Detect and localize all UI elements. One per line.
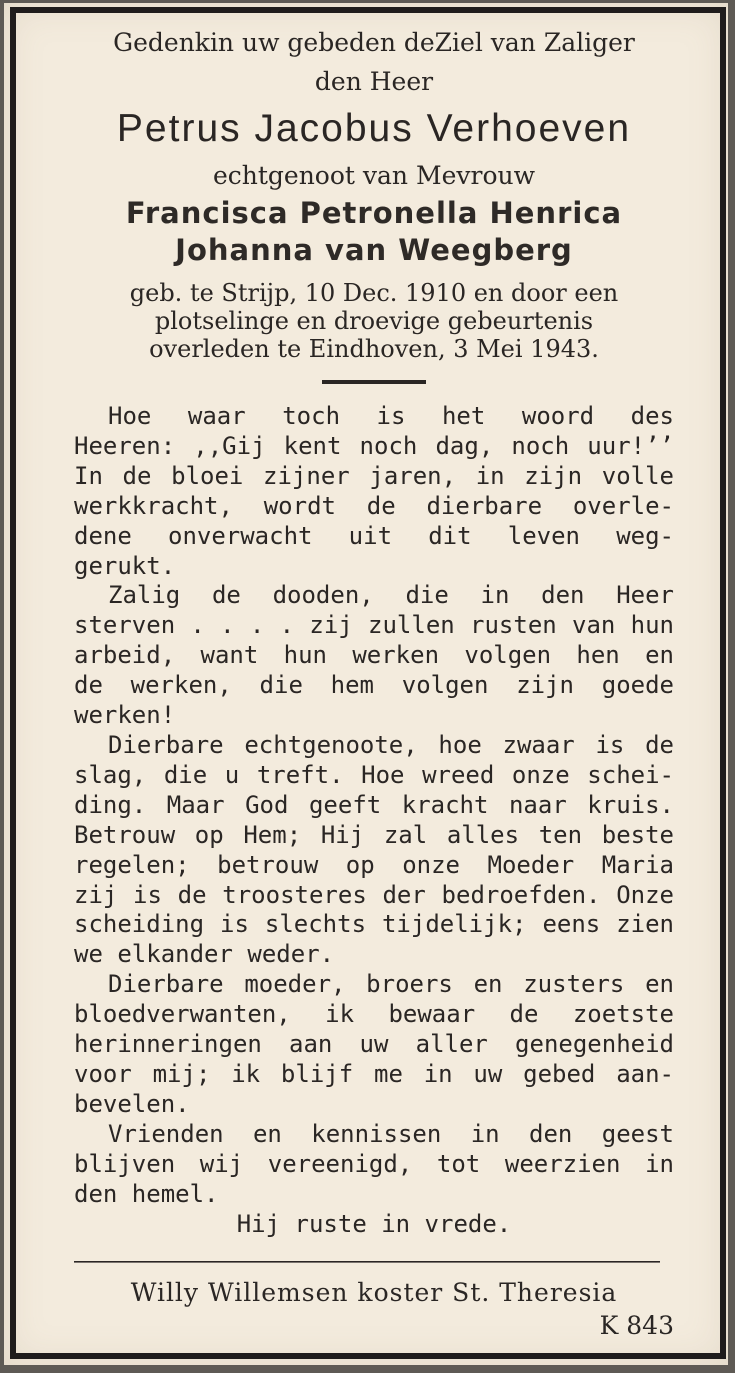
prayer-line: Vrienden en kennissen in den geest (108, 1119, 674, 1148)
prayer-line: zij is de troosteres der bedroefden. Onze (74, 880, 674, 909)
prayer-line: bloedverwanten, ik bewaar de zoetste (74, 1000, 674, 1029)
prayer-line: ding. Maar God geeft kracht naar kruis. (74, 790, 674, 819)
prayer-line: blijven wij vereenigd, tot weerzien in (74, 1149, 674, 1178)
life-dates-line-2: plotselinge en droevige gebeurtenis (154, 307, 594, 335)
prayer-line: den hemel. (74, 1179, 219, 1208)
printer-credit: Willy Willemsen koster St. Theresia (130, 1278, 618, 1308)
header-line-2: den Heer (314, 67, 434, 96)
prayer-line: regelen; betrouw op onze Moeder Maria (74, 850, 674, 879)
prayer-line: gerukt. (74, 551, 176, 580)
card-reference-number: K 843 (599, 1311, 674, 1341)
prayer-line: Heeren: ,,Gij kent noch dag, noch uur!’’ (74, 431, 674, 460)
prayer-line: werkkracht, wordt de dierbare overle- (74, 491, 674, 520)
prayer-line: herinneringen aan uw aller genegenheid (74, 1030, 674, 1059)
spouse-name-line-2: Johanna van Weegberg (175, 233, 573, 267)
prayer-line: In de bloei zijner jaren, in zijn volle (74, 461, 674, 490)
prayer-line: scheiding is slechts tijdelijk; eens zien (74, 910, 674, 939)
prayer-line: de werken, die hem volgen zijn goede (74, 671, 674, 700)
prayer-line: voor mij; ik blijf me in uw gebed aan- (74, 1059, 674, 1088)
spouse-name-line-1: Francisca Petronella Henrica (125, 196, 623, 230)
life-dates-line-1: geb. te Strijp, 10 Dec. 1910 en door een (129, 279, 619, 307)
prayer-line: bevelen. (74, 1089, 190, 1118)
prayer-line: Hoe waar toch is het woord des (108, 402, 674, 430)
prayer-line: Dierbare echtgenoote, hoe zwaar is de (108, 730, 674, 759)
prayer-text (74, 402, 674, 1239)
prayer-line: we elkander weder. (74, 940, 335, 969)
ornament-rule (322, 380, 426, 384)
prayer-line: Betrouw op Hem; Hij zal alles ten beste (74, 820, 674, 849)
deceased-name: Petrus Jacobus Verhoeven (116, 107, 632, 150)
card-content (74, 23, 674, 1342)
closing-blessing: Hij ruste in vrede. (236, 1210, 512, 1239)
prayer-line: Dierbare moeder, broers en zusters en (108, 970, 674, 999)
prayer-line: Zalig de dooden, die in den Heer (108, 581, 674, 610)
bottom-rule (74, 1261, 660, 1263)
life-dates (74, 279, 674, 363)
memorial-card (4, 3, 728, 1365)
life-dates-line-3: overleden te Eindhoven, 3 Mei 1943. (149, 335, 599, 363)
prayer-line: sterven . . . . zij zullen rusten van hun (74, 611, 674, 640)
prayer-line: slag, die u treft. Hoe wreed onze schei- (74, 760, 674, 789)
prayer-line: arbeid, want hun werken volgen hen en (74, 641, 674, 670)
prayer-line: werken! (74, 701, 176, 730)
spouse-intro: echtgenoot van Mevrouw (212, 161, 536, 190)
header-line-1: Gedenkin uw gebeden deZiel van Zaliger (113, 28, 635, 57)
prayer-line: dene onverwacht uit dit leven weg- (74, 521, 674, 550)
